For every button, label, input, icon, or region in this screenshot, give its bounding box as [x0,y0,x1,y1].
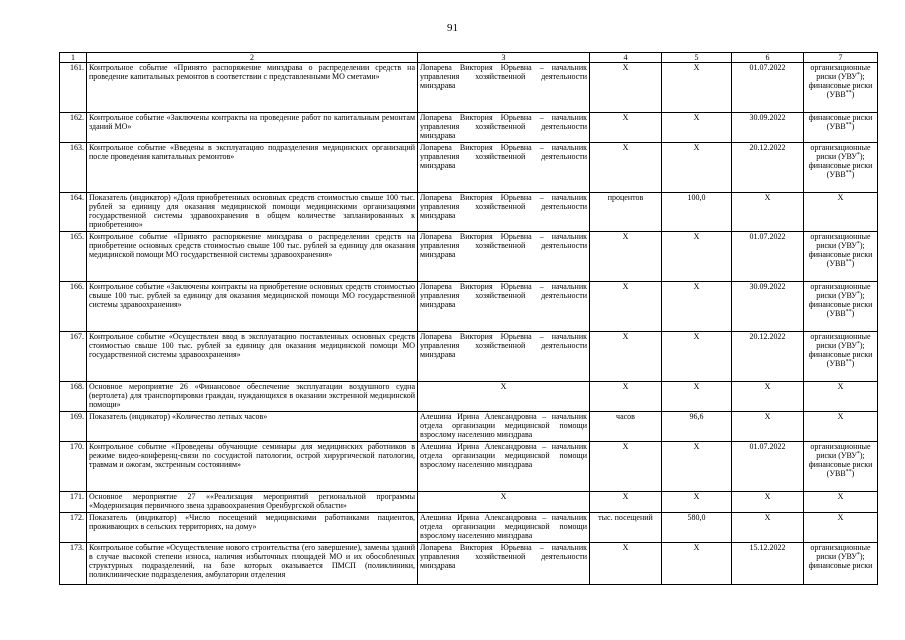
date-cell: Х [732,513,804,543]
row-number: 165. [60,232,87,282]
row-number: 169. [60,412,87,442]
column-header-4: 4 [590,53,662,63]
row-number: 162. [60,113,87,143]
date-cell: 15.12.2022 [732,543,804,585]
table-row [60,113,878,143]
table-row [60,442,878,492]
responsible-person: Лопарева Виктория Юрьевна – начальник управления хозяйственной деятельности минздрава [418,113,590,143]
responsible-person: Лопарева Виктория Юрьевна – начальник управления хозяйственной деятельности минздрава [418,543,590,585]
table-row [60,382,878,412]
date-cell: Х [732,492,804,513]
risk-cell: организационные риски (УВУ*); финансовые риски (УВВ**) [804,143,878,193]
date-cell: 01.07.2022 [732,442,804,492]
row-number: 171. [60,492,87,513]
indicator-description: Показатель (индикатор) «Число посещений медицинскими работниками пациентов, проживающих в сельских территориях, на дому» [87,513,418,543]
date-cell: Х [732,412,804,442]
risk-cell: Х [804,193,878,232]
unit-cell: Х [590,543,662,585]
responsible-person: Лопарева Виктория Юрьевна – начальник управления хозяйственной деятельности минздрава [418,282,590,332]
risk-cell: организационные риски (УВУ*); финансовые риски (УВВ**) [804,63,878,113]
table-row [60,63,878,113]
risk-cell: организационные риски (УВУ*); финансовые риски [804,543,878,585]
column-header-2: 2 [87,53,418,63]
row-number: 173. [60,543,87,585]
value-cell: Х [662,282,732,332]
responsible-person: Лопарева Виктория Юрьевна – начальник управления хозяйственной деятельности минздрава [418,143,590,193]
column-numbers-row [60,53,878,63]
value-cell: 100,0 [662,193,732,232]
column-header-7: 7 [804,53,878,63]
column-header-5: 5 [662,53,732,63]
responsible-person: Алешина Ирина Александровна – начальник отдела организации медицинской помощи взрослому населению минздрава [418,442,590,492]
responsible-person: Алешина Ирина Александровна – начальник отдела организации медицинской помощи взрослому населению минздрава [418,412,590,442]
indicator-description: Показатель (индикатор) «Доля приобретенных основных средств стоимостью свыше 100 тыс. рублей за единицу для оказания медицинской помощи медицинскими организациями государственной системы здравоохранения в общем количестве запланированных к приобретению» [87,193,418,232]
page-number: 91 [447,22,458,34]
table-row [60,543,878,585]
event-description: Контрольное событие «Проведены обучающие семинары для медицинских работников в режиме видео-конференц-связи по сосудистой патологии, острой хирургической патологии, травмам и ожогам, экстренным состояниям» [87,442,418,492]
table-row [60,282,878,332]
value-cell: Х [662,113,732,143]
risk-cell: Х [804,513,878,543]
value-cell: Х [662,63,732,113]
main-activity-description: Основное мероприятие 26 «Финансовое обеспечение эксплуатации воздушного судна (вертолета) для транспортировки граждан, нуждающихся в оказании экстренной медицинской помощи» [87,382,418,412]
responsible-person: Х [418,382,590,412]
risk-cell: Х [804,412,878,442]
event-description: Контрольное событие «Осуществлен ввод в эксплуатацию поставленных основных средств стоимостью свыше 100 тыс. рублей за единицу для оказания медицинской помощи МО государственной системы здравоохранения» [87,332,418,382]
risk-cell: организационные риски (УВУ*); финансовые риски (УВВ**) [804,232,878,282]
unit-cell: Х [590,113,662,143]
row-number: 168. [60,382,87,412]
event-description: Контрольное событие «Заключены контракты на приобретение основных средств стоимостью свыше 100 тыс. рублей за единицу для оказания медицинской помощи МО государственной системы здравоохранения» [87,282,418,332]
date-cell: 30.09.2022 [732,113,804,143]
risk-cell: Х [804,382,878,412]
event-description: Контрольное событие «Заключены контракты на проведение работ по капитальным ремонтам зданий МО» [87,113,418,143]
responsible-person: Алешина Ирина Александровна – начальник отдела организации медицинской помощи взрослому населению минздрава [418,513,590,543]
date-cell: 20.12.2022 [732,143,804,193]
row-number: 164. [60,193,87,232]
row-number: 166. [60,282,87,332]
column-header-6: 6 [732,53,804,63]
row-number: 161. [60,63,87,113]
responsible-person: Лопарева Виктория Юрьевна – начальник управления хозяйственной деятельности минздрава [418,332,590,382]
value-cell: Х [662,332,732,382]
unit-cell: Х [590,382,662,412]
risk-cell: организационные риски (УВУ*); финансовые риски (УВВ**) [804,282,878,332]
table-row [60,143,878,193]
date-cell: Х [732,193,804,232]
activities-table [59,52,878,585]
table-row [60,513,878,543]
table-row [60,232,878,282]
event-description: Контрольное событие «Введены в эксплуатацию подразделения медицинских организаций после проведения капитальных ремонтов» [87,143,418,193]
unit-cell: Х [590,143,662,193]
unit-cell: процентов [590,193,662,232]
responsible-person: Лопарева Виктория Юрьевна – начальник управления хозяйственной деятельности минздрава [418,63,590,113]
table-row [60,193,878,232]
row-number: 172. [60,513,87,543]
date-cell: 01.07.2022 [732,63,804,113]
column-header-1: 1 [60,53,87,63]
unit-cell: Х [590,282,662,332]
risk-cell: финансовые риски (УВВ**) [804,113,878,143]
value-cell: Х [662,143,732,193]
table-row [60,492,878,513]
responsible-person: Лопарева Виктория Юрьевна – начальник управления хозяйственной деятельности минздрава [418,232,590,282]
value-cell: Х [662,543,732,585]
unit-cell: тыс. посещений [590,513,662,543]
unit-cell: Х [590,63,662,113]
date-cell: 01.07.2022 [732,232,804,282]
unit-cell: Х [590,442,662,492]
date-cell: 30.09.2022 [732,282,804,332]
value-cell: Х [662,492,732,513]
table-row [60,412,878,442]
event-description: Контрольное событие «Осуществление нового строительства (его завершение), замены зданий в случае высокой степени износа, наличия избыточных площадей МО и их обособленных структурных подразделений, на базе которых оказывается ПМСП (поликлиники, поликлинические подразделения, амбулатории отделения [87,543,418,585]
date-cell: 20.12.2022 [732,332,804,382]
row-number: 170. [60,442,87,492]
table-row [60,332,878,382]
main-activity-description: Основное мероприятие 27 ««Реализация мероприятий региональной программы «Модернизация первичного звена здравоохранения Оренбургской области» [87,492,418,513]
value-cell: Х [662,232,732,282]
risk-cell: Х [804,492,878,513]
row-number: 163. [60,143,87,193]
row-number: 167. [60,332,87,382]
value-cell: Х [662,442,732,492]
value-cell: Х [662,382,732,412]
value-cell: 96,6 [662,412,732,442]
unit-cell: Х [590,232,662,282]
event-description: Контрольное событие «Принято распоряжение минздрава о распределении средств на приобретение основных средств стоимостью свыше 100 тыс. рублей за единицу для оказания медицинской помощи МО государственной системы здравоохранения» [87,232,418,282]
risk-cell: организационные риски (УВУ*); финансовые риски (УВВ**) [804,442,878,492]
responsible-person: Х [418,492,590,513]
unit-cell: Х [590,332,662,382]
risk-cell: организационные риски (УВУ*); финансовые риски (УВВ**) [804,332,878,382]
value-cell: 580,0 [662,513,732,543]
unit-cell: часов [590,412,662,442]
responsible-person: Лопарева Виктория Юрьевна – начальник управления хозяйственной деятельности минздрава [418,193,590,232]
date-cell: Х [732,382,804,412]
event-description: Контрольное событие «Принято распоряжение минздрава о распределении средств на проведение капитальных ремонтов в соответствии с представленными МО сметами» [87,63,418,113]
unit-cell: Х [590,492,662,513]
column-header-3: 3 [418,53,590,63]
indicator-description: Показатель (индикатор) «Количество летных часов» [87,412,418,442]
